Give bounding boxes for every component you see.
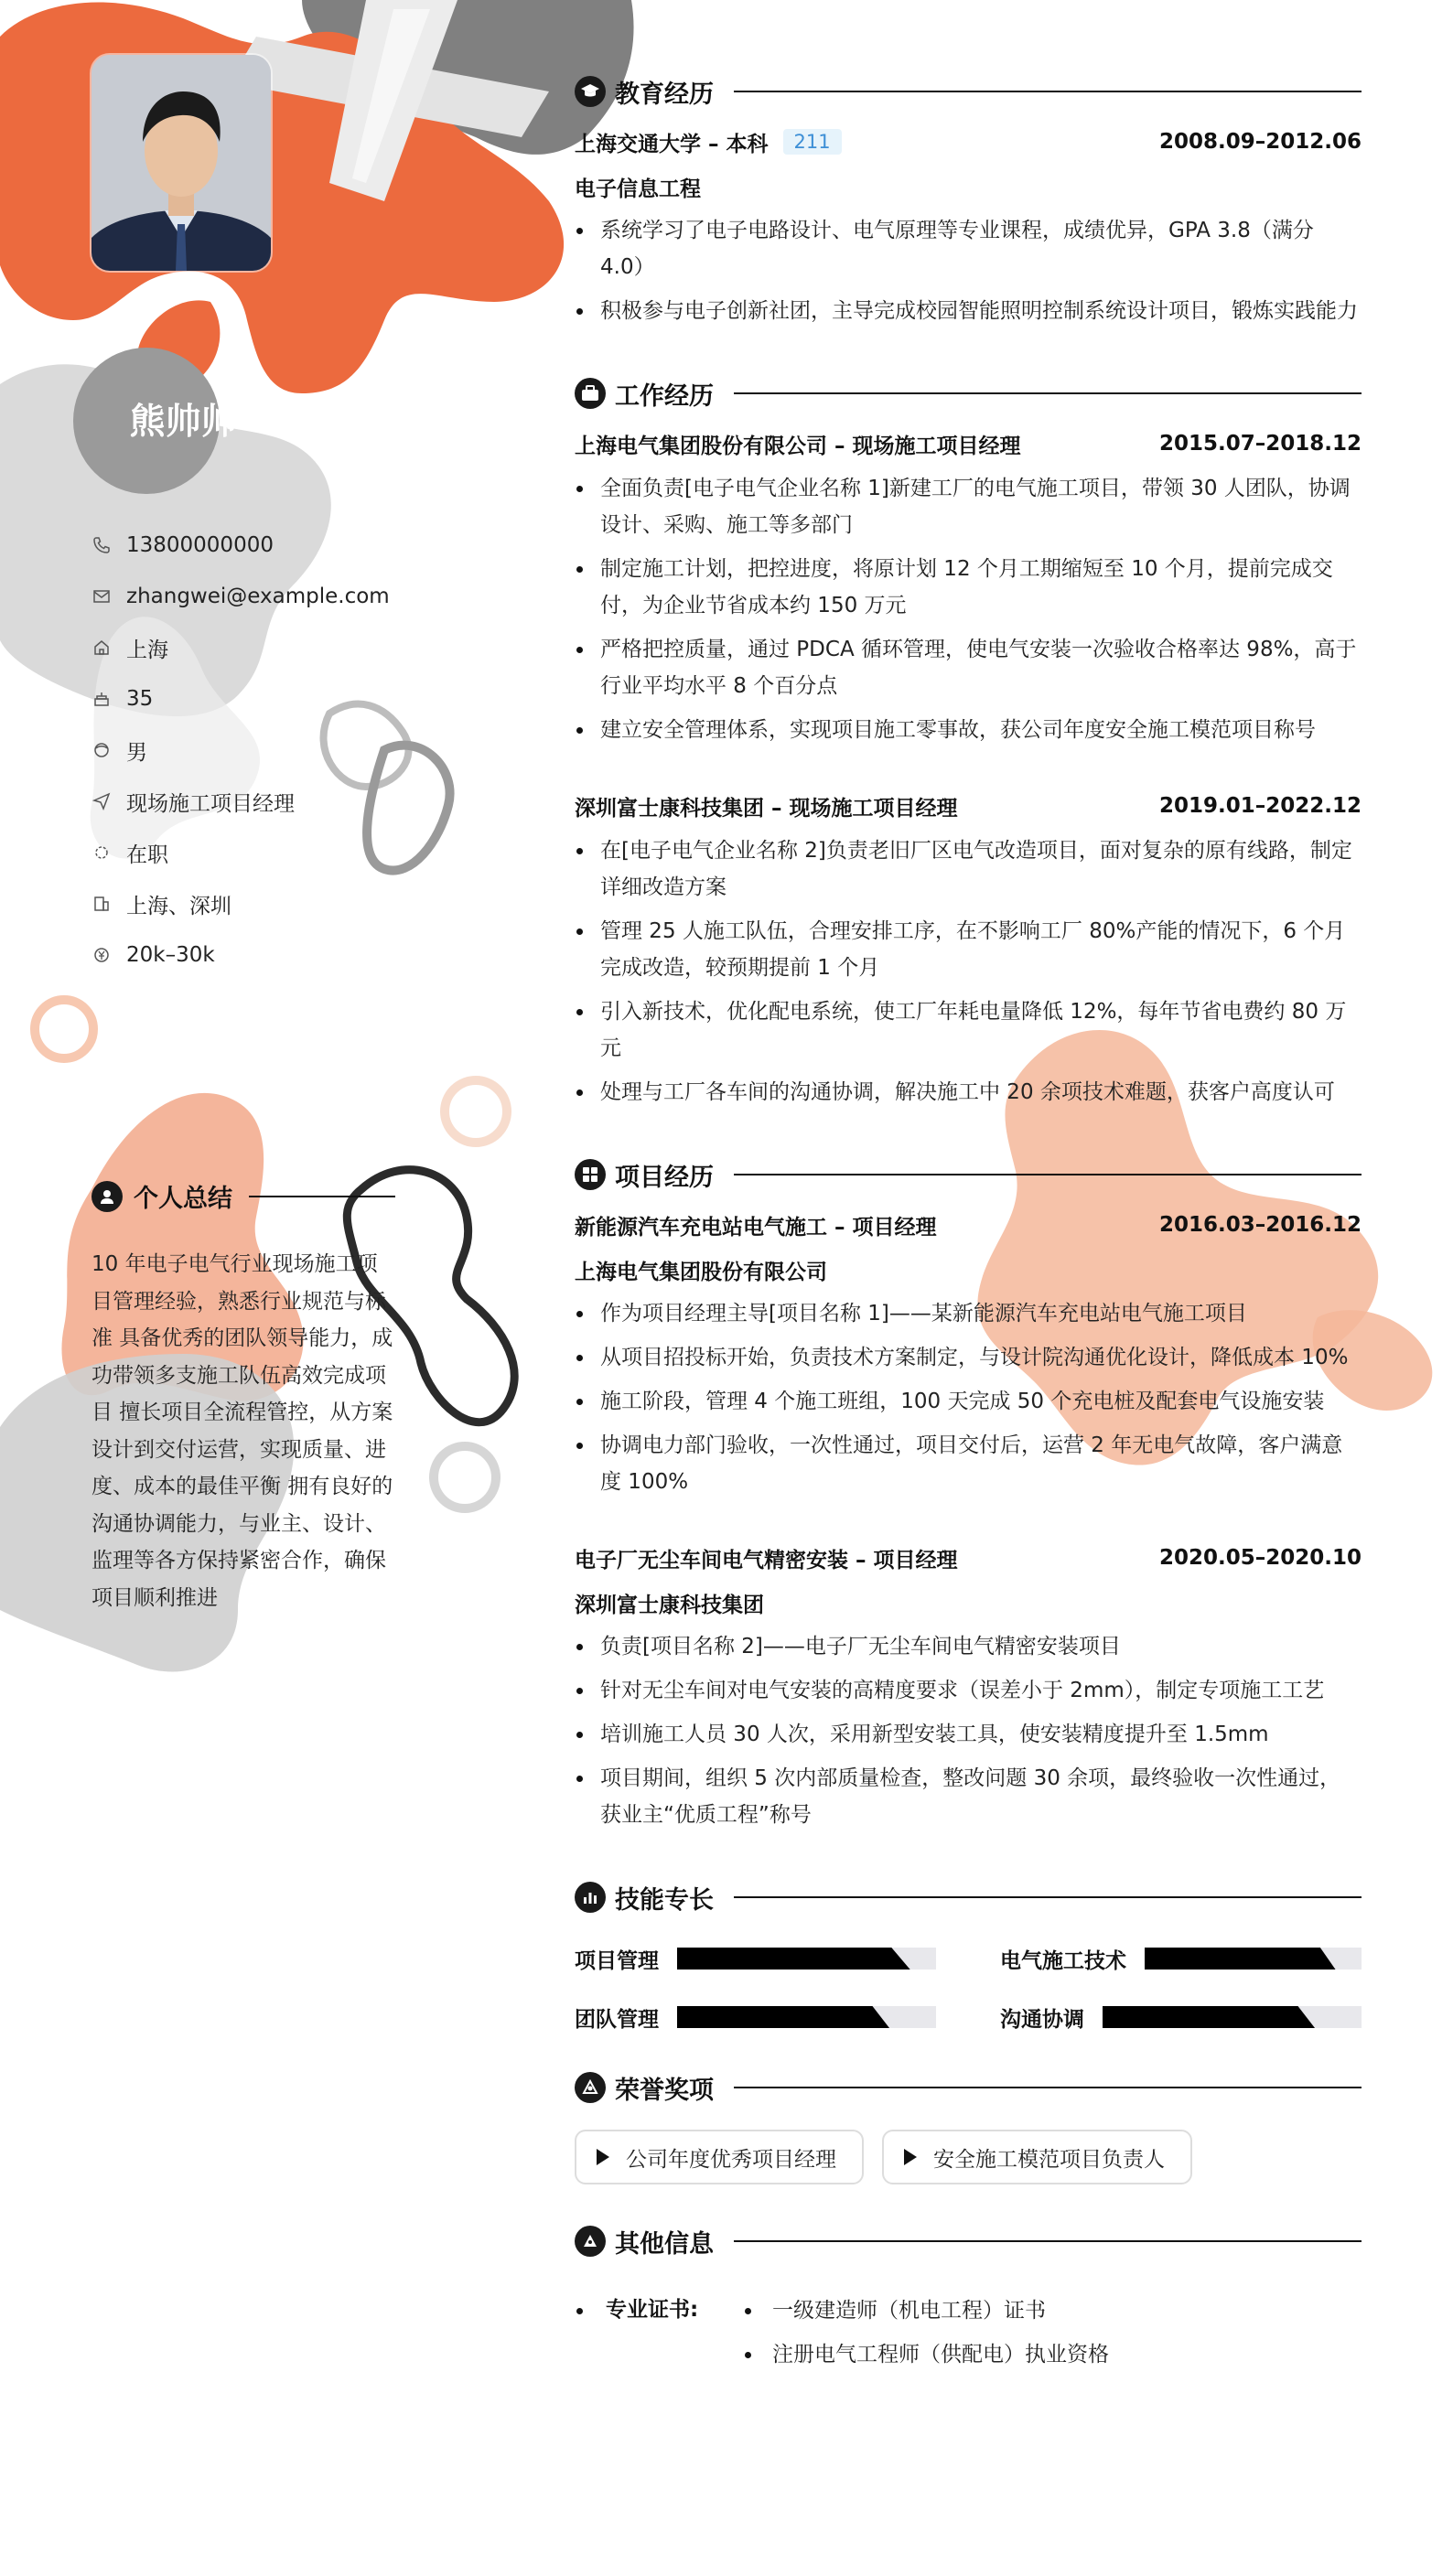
- skill-item: [575, 2003, 936, 2031]
- awards-header: [575, 2067, 1362, 2108]
- education-title: 教育经历: [615, 80, 714, 109]
- education-school: 上海交通大学 – 本科: [575, 132, 769, 156]
- bar-chart-icon: [575, 1882, 606, 1913]
- summary-divider: [249, 1196, 395, 1197]
- cert-label: 专业证书:: [575, 2292, 743, 2380]
- briefcase-icon: [575, 378, 606, 409]
- skill-item: [1000, 2003, 1362, 2031]
- gender-value: 男: [126, 740, 147, 765]
- salary-value: 20k–30k: [126, 943, 215, 967]
- work-divider: [734, 392, 1362, 394]
- home-icon: [91, 638, 112, 658]
- send-icon: [91, 791, 112, 811]
- skill-label: 团队管理: [575, 2007, 659, 2032]
- job-row: [575, 424, 1362, 463]
- education-row: [575, 123, 1362, 161]
- info-gender: [91, 724, 403, 776]
- education-major: 电子信息工程: [575, 177, 701, 201]
- info-position: [91, 776, 403, 827]
- info-city: [91, 878, 403, 929]
- awards-list: [575, 2130, 1362, 2184]
- summary-title: 个人总结: [134, 1185, 232, 1213]
- skill-item: [1000, 1945, 1362, 1972]
- list-item: 系统学习了电子电路设计、电气原理等专业课程，成绩优异，GPA 3.8（满分 4.0）: [575, 212, 1362, 285]
- play-triangle-icon: [904, 2149, 917, 2165]
- projects-title: 项目经历: [615, 1163, 714, 1192]
- job-row: [575, 787, 1362, 825]
- profile-name: 熊帅帅: [129, 402, 237, 443]
- list-item: 培训施工人员 30 人次，采用新型安装工具，使安装精度提升至 1.5mm: [575, 1716, 1362, 1753]
- job-date: 2019.01–2022.12: [1158, 794, 1362, 818]
- other-info: [575, 2292, 1362, 2380]
- awards-divider: [734, 2087, 1362, 2088]
- list-item: 一级建造师（机电工程）证书: [743, 2292, 1109, 2329]
- info-email: [91, 571, 403, 622]
- location-value: 上海: [126, 638, 168, 662]
- email-value: zhangwei@example.com: [126, 585, 390, 608]
- skill-label: 沟通协调: [1000, 2007, 1084, 2032]
- list-item: 积极参与电子创新社团，主导完成校园智能照明控制系统设计项目，锻炼实践能力: [575, 293, 1362, 329]
- project-header: 电子厂无尘车间电气精密安装 – 项目经理: [575, 1548, 958, 1572]
- status-value: 在职: [126, 843, 168, 867]
- skill-label: 项目管理: [575, 1948, 659, 1973]
- list-item: 在[电子电气企业名称 2]负责老旧厂区电气改造项目，面对复杂的原有线路，制定详细改造方案: [575, 832, 1362, 906]
- skill-item: [575, 1945, 936, 1972]
- list-item: 注册电气工程师（供配电）执业资格: [743, 2336, 1109, 2373]
- project-date: 2016.03–2016.12: [1158, 1213, 1362, 1237]
- skill-fill: [1145, 1948, 1336, 1970]
- list-item: 处理与工厂各车间的沟通协调，解决施工中 20 余项技术难题，获客户高度认可: [575, 1074, 1362, 1111]
- job-date: 2015.07–2018.12: [1158, 432, 1362, 456]
- other-divider: [734, 2240, 1362, 2242]
- award-label: 安全施工模范项目负责人: [933, 2147, 1165, 2172]
- list-item: 协调电力部门验收，一次性通过，项目交付后，运营 2 年无电气故障，客户满意度 100%: [575, 1427, 1362, 1500]
- skill-fill: [677, 2006, 889, 2028]
- info-age: [91, 673, 403, 724]
- skill-bar: [1103, 2006, 1362, 2028]
- skills-grid: [575, 1945, 1362, 2031]
- education-header: [575, 71, 1362, 112]
- project-row: [575, 1206, 1362, 1244]
- list-item: 制定施工计划，把控进度，将原计划 12 个月工期缩短至 10 个月，提前完成交付，为企业节省成本约 150 万元: [575, 551, 1362, 624]
- award-chip: [882, 2130, 1192, 2184]
- list-item: 严格把控质量，通过 PDCA 循环管理，使电气安装一次验收合格率达 98%，高于行业平均水平 8 个百分点: [575, 631, 1362, 704]
- education-date: 2008.09–2012.06: [1158, 130, 1362, 154]
- cert-list: [743, 2292, 1109, 2380]
- skill-bar: [677, 2006, 936, 2028]
- summary-header: [91, 1178, 395, 1214]
- skill-bar: [1145, 1948, 1362, 1970]
- project-company: 深圳富士康科技集团: [575, 1593, 764, 1617]
- project-date: 2020.05–2020.10: [1158, 1546, 1362, 1570]
- medal-icon: [575, 2072, 606, 2103]
- main-content: [575, 71, 1362, 2380]
- project-header: 新能源汽车充电站电气施工 – 项目经理: [575, 1215, 937, 1240]
- other-header: [575, 2221, 1362, 2261]
- project-bullets: [575, 1628, 1362, 1833]
- skill-bar: [677, 1948, 936, 1970]
- project-bullets: [575, 1295, 1362, 1500]
- user-icon: [91, 1181, 123, 1212]
- info-status: [91, 827, 403, 878]
- education-bullets: [575, 212, 1362, 329]
- position-value: 现场施工项目经理: [126, 791, 295, 816]
- phone-icon: [91, 535, 112, 555]
- list-item: 从项目招投标开始，负责技术方案制定，与设计院沟通优化设计，降低成本 10%: [575, 1339, 1362, 1376]
- mail-icon: [91, 586, 112, 606]
- job-bullets: [575, 832, 1362, 1111]
- list-item: 管理 25 人施工队伍，合理安排工序，在不影响工厂 80%产能的情况下，6 个月完成改造，较预期提前 1 个月: [575, 913, 1362, 986]
- phone-value: 13800000000: [126, 533, 274, 557]
- awards-title: 荣誉奖项: [615, 2076, 714, 2105]
- graduation-cap-icon: [575, 76, 606, 107]
- avatar-portrait-icon: [91, 55, 271, 271]
- projects-header: [575, 1154, 1362, 1195]
- list-item: 施工阶段，管理 4 个施工班组，100 天完成 50 个充电桩及配套电气设施安装: [575, 1383, 1362, 1420]
- summary-text: 10 年电子电气行业现场施工项目管理经验，熟悉行业规范与标准 具备优秀的团队领导能力，成功带领多支施工队伍高效完成项目 擅长项目全流程管控，从方案设计到交付运营，实现质量、进度、成本的最佳平衡 拥有良好的沟通协调能力，与业主、设计、监理等各方保持紧密合作，确保项目顺利推进: [91, 1252, 393, 1610]
- status-icon: [91, 843, 112, 863]
- list-item: 全面负责[电子电气企业名称 1]新建工厂的电气施工项目，带领 30 人团队，协调设计、采购、施工等多部门: [575, 470, 1362, 543]
- gender-icon: [91, 740, 112, 760]
- education-divider: [734, 91, 1362, 92]
- work-title: 工作经历: [615, 381, 714, 411]
- city-value: 上海、深圳: [126, 894, 231, 918]
- contact-info-list: [91, 520, 403, 981]
- project-company: 上海电气集团股份有限公司: [575, 1260, 827, 1284]
- skills-divider: [734, 1896, 1362, 1898]
- job-header: 深圳富士康科技集团 – 现场施工项目经理: [575, 796, 958, 821]
- cake-icon: [91, 689, 112, 709]
- project-row: [575, 1539, 1362, 1577]
- projects-divider: [734, 1174, 1362, 1175]
- award-chip: [575, 2130, 864, 2184]
- list-item: 引入新技术，优化配电系统，使工厂年耗电量降低 12%，每年节省电费约 80 万元: [575, 993, 1362, 1067]
- skills-title: 技能专长: [615, 1885, 714, 1915]
- award-label: 公司年度优秀项目经理: [626, 2147, 836, 2172]
- school-tag-badge: 211: [783, 129, 842, 155]
- avatar: [91, 55, 271, 271]
- list-item: 针对无尘车间对电气安装的高精度要求（误差小于 2mm），制定专项施工工艺: [575, 1672, 1362, 1709]
- job-header: 上海电气集团股份有限公司 – 现场施工项目经理: [575, 434, 1021, 458]
- info-salary: [91, 929, 403, 981]
- other-title: 其他信息: [615, 2229, 714, 2259]
- job-bullets: [575, 470, 1362, 748]
- skill-label: 电气施工技术: [1000, 1948, 1126, 1973]
- info-location: [91, 622, 403, 673]
- work-header: [575, 373, 1362, 413]
- grid-icon: [575, 1159, 606, 1190]
- skill-fill: [1103, 2006, 1315, 2028]
- play-triangle-icon: [597, 2149, 609, 2165]
- list-item: 项目期间，组织 5 次内部质量检查，整改问题 30 余项，最终验收一次性通过，获业主“优质工程”称号: [575, 1760, 1362, 1833]
- list-item: 作为项目经理主导[项目名称 1]——某新能源汽车充电站电气施工项目: [575, 1295, 1362, 1332]
- age-value: 35: [126, 687, 154, 711]
- list-item: 建立安全管理体系，实现项目施工零事故，获公司年度安全施工模范项目称号: [575, 712, 1362, 748]
- info-phone: [91, 520, 403, 571]
- salary-icon: [91, 945, 112, 965]
- skill-fill: [677, 1948, 910, 1970]
- building-icon: [91, 894, 112, 914]
- skills-header: [575, 1877, 1362, 1917]
- list-item: 负责[项目名称 2]——电子厂无尘车间电气精密安装项目: [575, 1628, 1362, 1665]
- info-badge-icon: [575, 2226, 606, 2257]
